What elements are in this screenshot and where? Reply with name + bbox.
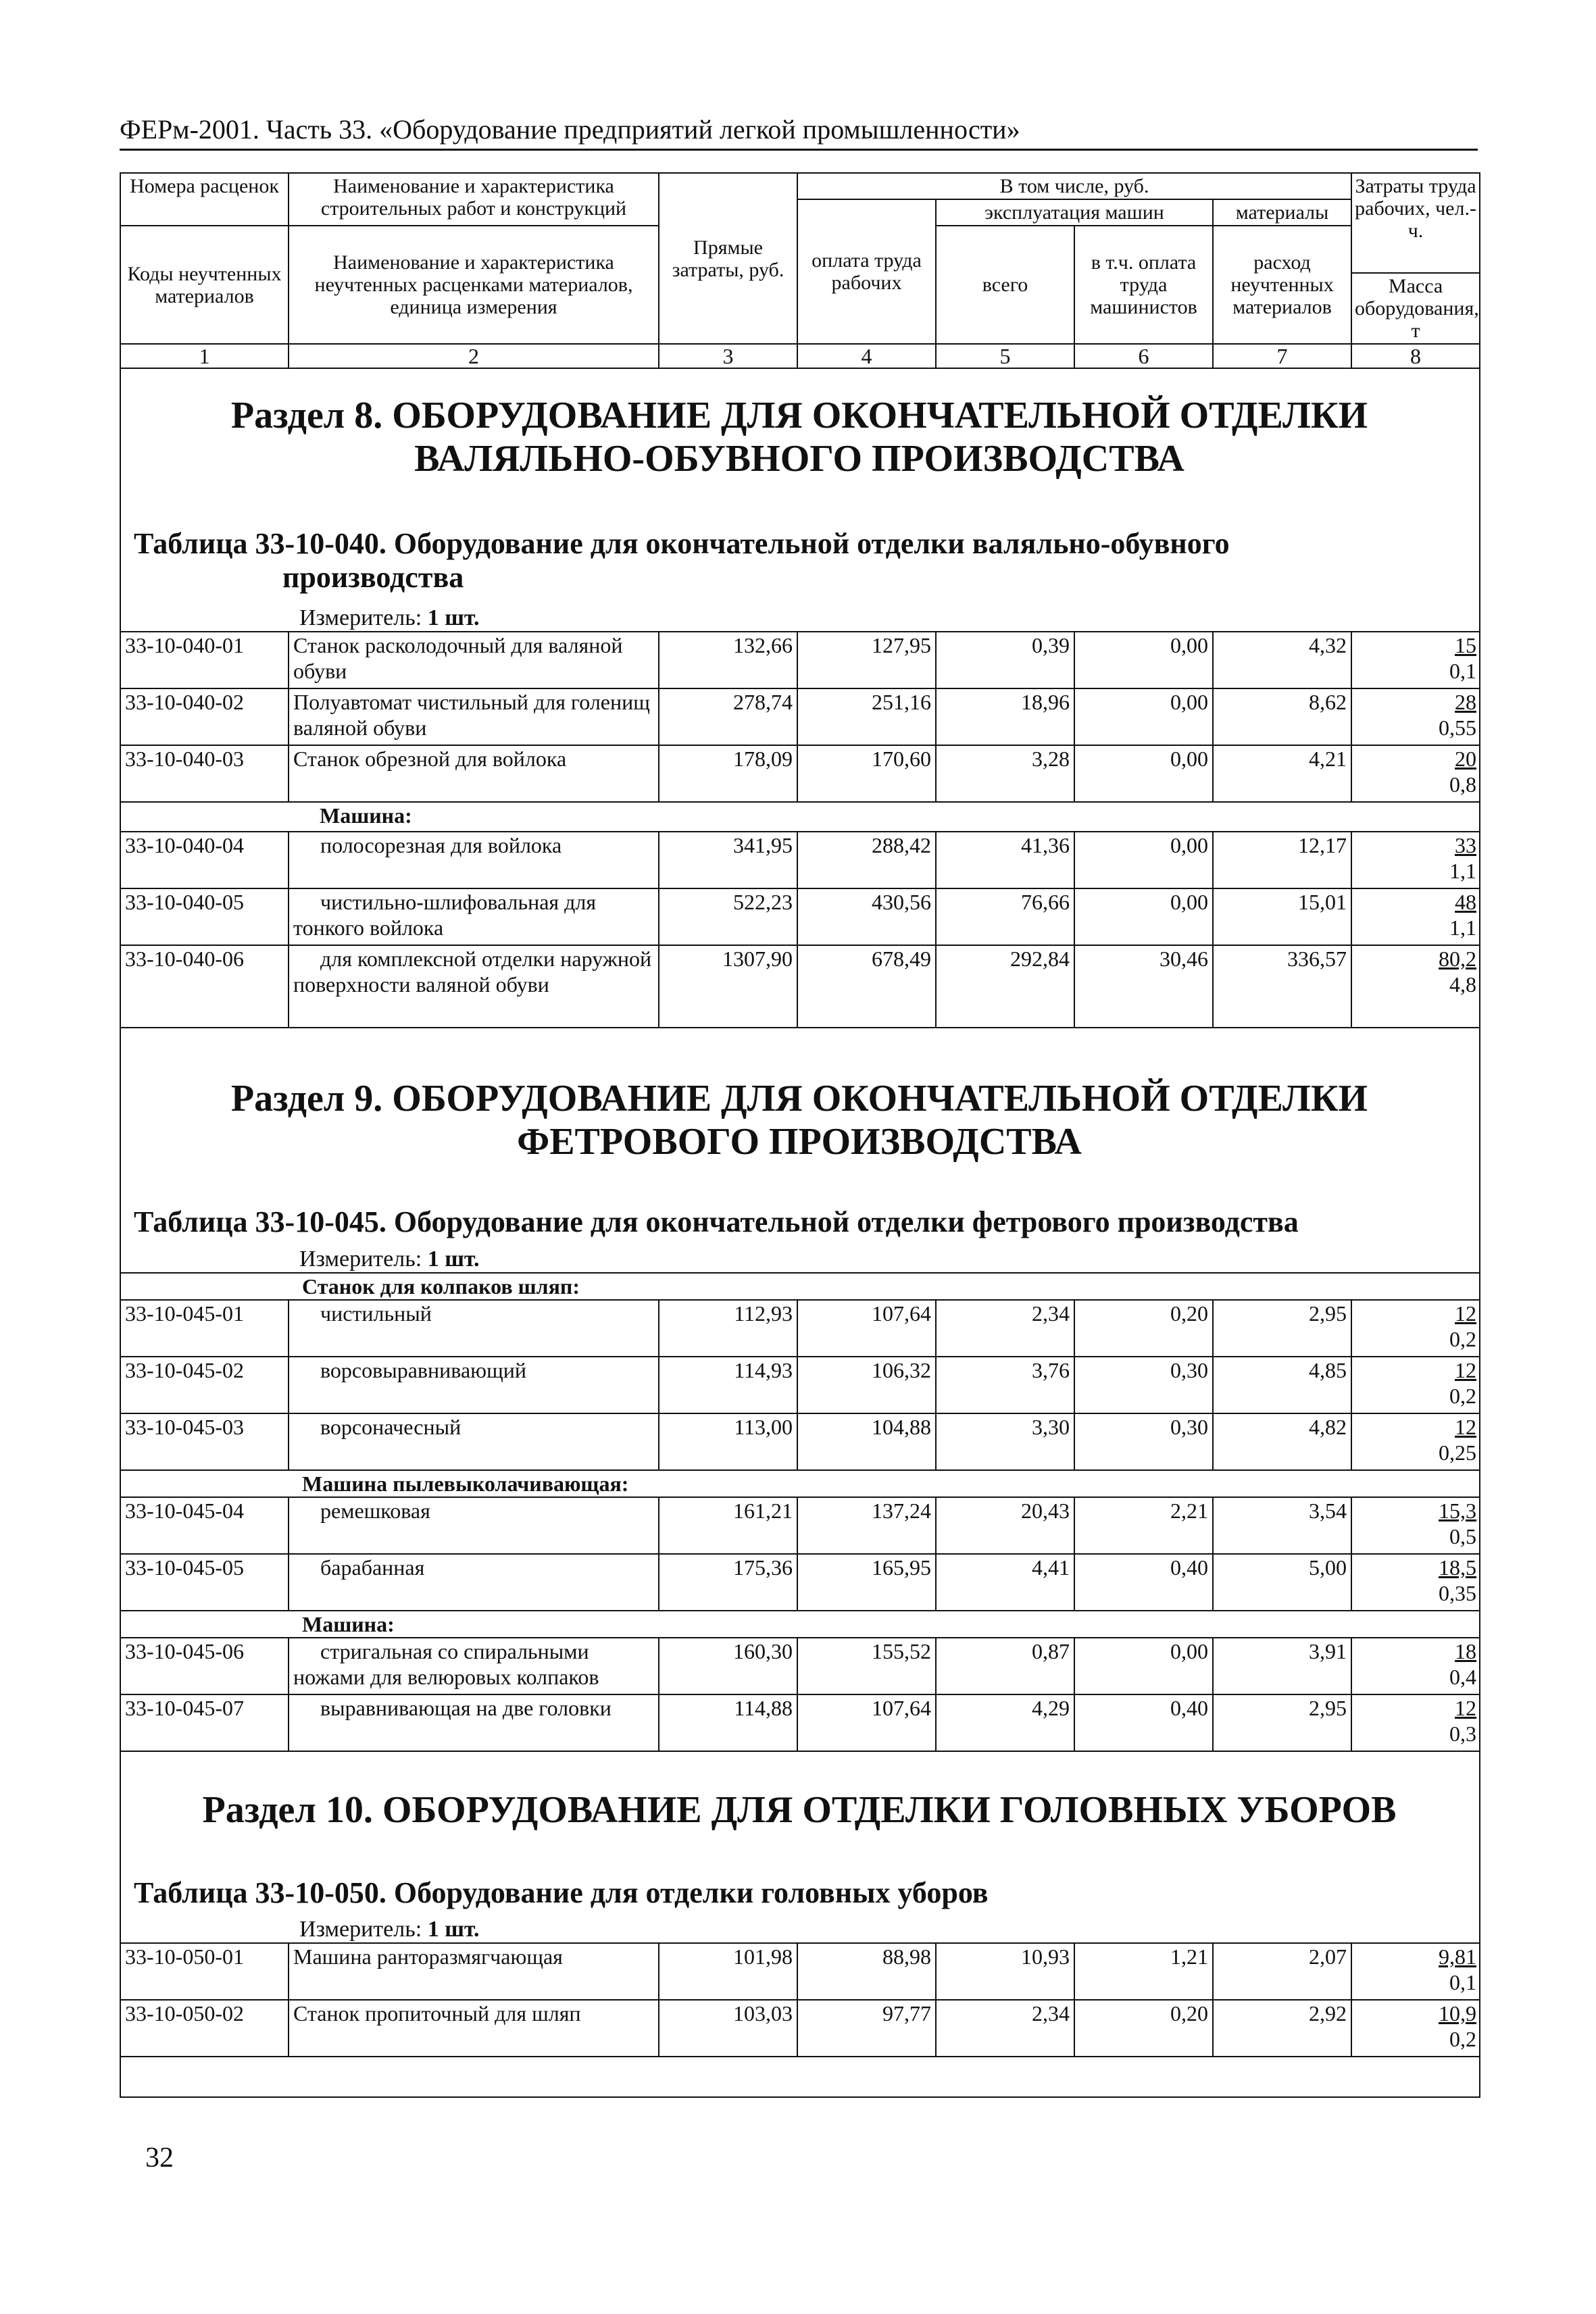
group-label: Машина: <box>289 802 1480 832</box>
table-row <box>120 1413 1480 1470</box>
row-wages: 288,42 <box>797 832 936 888</box>
row-mass: 0,1 <box>1449 659 1476 683</box>
row-operator-wages: 0,40 <box>1074 1694 1213 1751</box>
table-row <box>120 2000 1480 2057</box>
row-materials: 2,92 <box>1213 2000 1351 2057</box>
unit-label-value: 1 шт. <box>427 1917 480 1942</box>
row-code: 33-10-045-06 <box>120 1638 289 1694</box>
group-spacer <box>120 802 289 832</box>
section-9-title-line-2: ФЕТРОВОГО ПРОИЗВОДСТВА <box>517 1121 1082 1163</box>
row-name: чистильный <box>289 1300 659 1357</box>
row-materials: 15,01 <box>1213 888 1351 945</box>
row-code: 33-10-045-02 <box>120 1357 289 1413</box>
row-direct-costs: 175,36 <box>659 1554 797 1611</box>
row-mass: 0,4 <box>1449 1665 1477 1689</box>
row-labor: 12 <box>1455 1415 1477 1439</box>
row-machine-total: 76,66 <box>936 888 1074 945</box>
row-code: 33-10-045-07 <box>120 1694 289 1751</box>
row-mass: 0,2 <box>1449 1327 1477 1351</box>
row-code: 33-10-040-01 <box>120 632 289 688</box>
row-direct-costs: 522,23 <box>659 888 797 945</box>
row-materials: 4,85 <box>1213 1357 1351 1413</box>
table-row <box>120 1497 1480 1554</box>
section-9-title-line-1: Раздел 9. ОБОРУДОВАНИЕ ДЛЯ ОКОНЧАТЕЛЬНОЙ ОТДЕЛКИ <box>230 1078 1368 1120</box>
row-materials: 8,62 <box>1213 688 1351 745</box>
row-mass: 1,1 <box>1449 915 1476 940</box>
row-labor-mass <box>1351 1413 1480 1470</box>
row-name: чистильно-шлифовальная для тонкого войлока <box>289 888 659 945</box>
row-materials: 2,95 <box>1213 1694 1351 1751</box>
row-direct-costs: 112,93 <box>659 1300 797 1357</box>
table-row <box>120 1943 1480 2000</box>
row-labor: 48 <box>1455 890 1476 914</box>
row-operator-wages: 0,40 <box>1074 1554 1213 1611</box>
header-labor-costs: Затраты труда рабочих, чел.-ч. <box>1351 173 1480 273</box>
header-num-8: 8 <box>1351 344 1480 368</box>
row-direct-costs: 132,66 <box>659 632 797 688</box>
row-mass: 4,8 <box>1449 972 1476 997</box>
row-machine-total: 2,34 <box>936 1300 1074 1357</box>
row-machine-total: 10,93 <box>936 1943 1074 2000</box>
table-row <box>120 1300 1480 1357</box>
table-row <box>120 832 1480 888</box>
row-labor-mass <box>1351 1694 1480 1751</box>
row-machine-total: 4,41 <box>936 1554 1074 1611</box>
header-material-consumption: расход неучтенных материалов <box>1213 226 1351 344</box>
row-machine-total: 4,29 <box>936 1694 1074 1751</box>
row-name: барабанная <box>289 1554 659 1611</box>
row-labor-mass <box>1351 945 1480 1028</box>
row-direct-costs: 341,95 <box>659 832 797 888</box>
header-num-3: 3 <box>659 344 797 368</box>
row-name: ворсоначесный <box>289 1413 659 1470</box>
row-mass: 0,35 <box>1439 1581 1477 1605</box>
row-labor: 9,81 <box>1439 1944 1476 1969</box>
group-row <box>120 1470 1480 1497</box>
table-row <box>120 945 1480 1028</box>
table-row <box>120 1554 1480 1611</box>
unit-label-text: Измеритель: <box>299 1247 422 1272</box>
group-row <box>120 1611 1480 1638</box>
row-labor: 12 <box>1455 1358 1477 1382</box>
header-material-name: Наименование и характеристика неучтенных расценками материалов, единица измерения <box>289 226 659 344</box>
row-labor: 80,2 <box>1439 947 1476 971</box>
row-labor-mass <box>1351 1497 1480 1554</box>
column-header-table <box>120 172 1480 369</box>
header-work-name: Наименование и характеристика строительных работ и конструкций <box>289 173 659 226</box>
row-labor-mass <box>1351 832 1480 888</box>
row-operator-wages: 0,30 <box>1074 1413 1213 1470</box>
row-code: 33-10-045-03 <box>120 1413 289 1470</box>
row-code: 33-10-045-05 <box>120 1554 289 1611</box>
row-labor-mass <box>1351 888 1480 945</box>
row-labor-mass <box>1351 745 1480 802</box>
row-machine-total: 3,76 <box>936 1357 1074 1413</box>
header-num-5: 5 <box>936 344 1074 368</box>
row-materials: 2,07 <box>1213 1943 1351 2000</box>
row-labor: 18,5 <box>1439 1555 1477 1580</box>
row-code: 33-10-040-06 <box>120 945 289 1028</box>
table-row <box>120 1694 1480 1751</box>
row-mass: 0,3 <box>1449 1721 1477 1746</box>
row-code: 33-10-040-04 <box>120 832 289 888</box>
row-materials: 3,91 <box>1213 1638 1351 1694</box>
unit-label <box>299 1247 480 1272</box>
table-33-10-050-title: Таблица 33-10-050. Оборудование для отделки головных уборов <box>134 1876 989 1909</box>
row-operator-wages: 0,00 <box>1074 888 1213 945</box>
row-materials: 12,17 <box>1213 832 1351 888</box>
row-name: ремешковая <box>289 1497 659 1554</box>
row-labor-mass <box>1351 2000 1480 2057</box>
row-machine-total: 41,36 <box>936 832 1074 888</box>
header-num-1: 1 <box>120 344 289 368</box>
table-33-10-050 <box>120 1942 1480 2057</box>
row-labor: 12 <box>1455 1696 1477 1720</box>
row-code: 33-10-040-03 <box>120 745 289 802</box>
row-operator-wages: 2,21 <box>1074 1497 1213 1554</box>
section-8-title <box>120 394 1479 480</box>
row-name: Полуавтомат чистильный для голенищ валяной обуви <box>289 688 659 745</box>
header-direct-costs: Прямые затраты, руб. <box>659 173 797 344</box>
row-code: 33-10-050-02 <box>120 2000 289 2057</box>
table-row <box>120 888 1480 945</box>
row-labor: 12 <box>1455 1301 1477 1326</box>
row-mass: 0,25 <box>1439 1440 1477 1465</box>
row-code: 33-10-050-01 <box>120 1943 289 2000</box>
row-operator-wages: 0,00 <box>1074 745 1213 802</box>
row-labor: 10,9 <box>1439 2001 1476 2026</box>
row-wages: 97,77 <box>797 2000 936 2057</box>
row-labor: 15,3 <box>1439 1499 1477 1523</box>
row-name: Станок пропиточный для шляп <box>289 2000 659 2057</box>
header-material-codes: Коды неучтенных материалов <box>120 226 289 344</box>
group-label: Станок для колпаков шляп: <box>289 1273 1480 1300</box>
group-label: Машина: <box>289 1611 1480 1638</box>
unit-label-text: Измеритель: <box>299 605 422 630</box>
row-operator-wages: 0,30 <box>1074 1357 1213 1413</box>
row-name: Станок обрезной для войлока <box>289 745 659 802</box>
row-labor: 33 <box>1455 833 1476 857</box>
section-8-title-line-1: Раздел 8. ОБОРУДОВАНИЕ ДЛЯ ОКОНЧАТЕЛЬНОЙ ОТДЕЛКИ <box>230 395 1368 436</box>
row-labor-mass <box>1351 688 1480 745</box>
row-direct-costs: 103,03 <box>659 2000 797 2057</box>
row-operator-wages: 0,00 <box>1074 832 1213 888</box>
section-10-title: Раздел 10. ОБОРУДОВАНИЕ ДЛЯ ОТДЕЛКИ ГОЛОВНЫХ УБОРОВ <box>202 1789 1397 1831</box>
header-rate-numbers: Номера расценок <box>120 173 289 226</box>
row-direct-costs: 178,09 <box>659 745 797 802</box>
header-num-4: 4 <box>797 344 936 368</box>
row-materials: 4,32 <box>1213 632 1351 688</box>
table-row <box>120 1357 1480 1413</box>
row-operator-wages: 30,46 <box>1074 945 1213 1028</box>
row-name: для комплексной отделки наружной поверхности валяной обуви <box>289 945 659 1028</box>
row-labor: 18 <box>1455 1639 1477 1663</box>
row-mass: 0,8 <box>1449 772 1476 797</box>
row-wages: 107,64 <box>797 1300 936 1357</box>
row-labor-mass <box>1351 632 1480 688</box>
row-name: выравнивающая на две головки <box>289 1694 659 1751</box>
row-labor-mass <box>1351 1638 1480 1694</box>
row-operator-wages: 0,00 <box>1074 1638 1213 1694</box>
row-code: 33-10-045-04 <box>120 1497 289 1554</box>
row-labor: 20 <box>1455 747 1476 771</box>
row-mass: 0,5 <box>1449 1524 1477 1549</box>
row-operator-wages: 0,00 <box>1074 632 1213 688</box>
row-labor-mass <box>1351 1943 1480 2000</box>
row-machine-total: 3,28 <box>936 745 1074 802</box>
row-operator-wages: 0,20 <box>1074 1300 1213 1357</box>
row-wages: 155,52 <box>797 1638 936 1694</box>
row-wages: 88,98 <box>797 1943 936 2000</box>
table-row <box>120 688 1480 745</box>
table-title-line-1: Таблица 33-10-040. Оборудование для окончательной отделки валяльно-обувного <box>134 527 1230 560</box>
header-wages: оплата труда рабочих <box>797 199 936 344</box>
row-name: Машина ранторазмягчающая <box>289 1943 659 2000</box>
row-labor-mass <box>1351 1300 1480 1357</box>
row-code: 33-10-040-02 <box>120 688 289 745</box>
row-machine-total: 2,34 <box>936 2000 1074 2057</box>
row-name: ворсовыравнивающий <box>289 1357 659 1413</box>
row-wages: 104,88 <box>797 1413 936 1470</box>
page-number: 32 <box>145 2142 174 2173</box>
row-labor-mass <box>1351 1357 1480 1413</box>
row-labor: 28 <box>1455 690 1476 714</box>
row-materials: 4,82 <box>1213 1413 1351 1470</box>
unit-label-value: 1 шт. <box>427 605 480 630</box>
table-title-line-2: производства <box>282 561 464 594</box>
unit-label <box>299 1917 480 1942</box>
table-33-10-040 <box>120 631 1480 1028</box>
unit-label-text: Измеритель: <box>299 1917 422 1942</box>
row-operator-wages: 1,21 <box>1074 1943 1213 2000</box>
row-materials: 2,95 <box>1213 1300 1351 1357</box>
row-direct-costs: 1307,90 <box>659 945 797 1028</box>
row-direct-costs: 160,30 <box>659 1638 797 1694</box>
row-machine-total: 0,39 <box>936 632 1074 688</box>
row-name: стригальная со спиральными ножами для велюровых колпаков <box>289 1638 659 1694</box>
row-direct-costs: 114,93 <box>659 1357 797 1413</box>
row-code: 33-10-040-05 <box>120 888 289 945</box>
row-materials: 4,21 <box>1213 745 1351 802</box>
group-spacer <box>120 1273 289 1300</box>
row-wages: 430,56 <box>797 888 936 945</box>
row-wages: 165,95 <box>797 1554 936 1611</box>
row-direct-costs: 113,00 <box>659 1413 797 1470</box>
row-materials: 3,54 <box>1213 1497 1351 1554</box>
group-label: Машина пылевыколачивающая: <box>289 1470 1480 1497</box>
row-name: Станок расколодочный для валяной обуви <box>289 632 659 688</box>
row-materials: 5,00 <box>1213 1554 1351 1611</box>
row-materials: 336,57 <box>1213 945 1351 1028</box>
row-machine-total: 292,84 <box>936 945 1074 1028</box>
table-row <box>120 1638 1480 1694</box>
row-direct-costs: 161,21 <box>659 1497 797 1554</box>
row-machine-total: 3,30 <box>936 1413 1074 1470</box>
unit-label-value: 1 шт. <box>427 1247 480 1272</box>
row-labor: 15 <box>1455 633 1476 657</box>
header-machine-operation: эксплуатация машин <box>936 199 1213 226</box>
page-header: ФЕРм-2001. Часть 33. «Оборудование предприятий легкой промышленности» <box>120 114 1478 151</box>
row-wages: 107,64 <box>797 1694 936 1751</box>
row-mass: 0,2 <box>1449 2027 1476 2051</box>
row-wages: 137,24 <box>797 1497 936 1554</box>
header-machine-total: всего <box>936 226 1074 344</box>
unit-label <box>299 605 480 631</box>
row-machine-total: 20,43 <box>936 1497 1074 1554</box>
row-direct-costs: 101,98 <box>659 1943 797 2000</box>
row-wages: 170,60 <box>797 745 936 802</box>
header-num-2: 2 <box>289 344 659 368</box>
row-name: полосорезная для войлока <box>289 832 659 888</box>
header-materials: материалы <box>1213 199 1351 226</box>
group-row <box>120 1273 1480 1300</box>
row-operator-wages: 0,00 <box>1074 688 1213 745</box>
row-machine-total: 0,87 <box>936 1638 1074 1694</box>
section-9-title <box>120 1077 1479 1163</box>
group-spacer <box>120 1611 289 1638</box>
header-in-total: В том числе, руб. <box>797 173 1351 199</box>
section-8-title-line-2: ВАЛЯЛЬНО-ОБУВНОГО ПРОИЗВОДСТВА <box>414 438 1184 480</box>
row-wages: 127,95 <box>797 632 936 688</box>
row-wages: 106,32 <box>797 1357 936 1413</box>
table-33-10-040-title <box>134 527 1478 595</box>
row-machine-total: 18,96 <box>936 688 1074 745</box>
row-code: 33-10-045-01 <box>120 1300 289 1357</box>
row-wages: 678,49 <box>797 945 936 1028</box>
group-spacer <box>120 1470 289 1497</box>
row-mass: 0,55 <box>1439 715 1476 740</box>
row-mass: 1,1 <box>1449 859 1476 883</box>
row-direct-costs: 278,74 <box>659 688 797 745</box>
header-num-7: 7 <box>1213 344 1351 368</box>
table-33-10-045-title: Таблица 33-10-045. Оборудование для окончательной отделки фетрового производства <box>134 1205 1299 1238</box>
row-wages: 251,16 <box>797 688 936 745</box>
table-row <box>120 745 1480 802</box>
header-equipment-mass: Масса оборудования, т <box>1351 273 1480 344</box>
row-operator-wages: 0,20 <box>1074 2000 1213 2057</box>
row-mass: 0,2 <box>1449 1384 1477 1408</box>
table-33-10-045 <box>120 1272 1480 1752</box>
table-row <box>120 632 1480 688</box>
row-direct-costs: 114,88 <box>659 1694 797 1751</box>
row-mass: 0,1 <box>1449 1970 1476 1994</box>
row-labor-mass <box>1351 1554 1480 1611</box>
header-operator-wages: в т.ч. оплата труда машинистов <box>1074 226 1213 344</box>
group-row <box>120 802 1480 832</box>
header-num-6: 6 <box>1074 344 1213 368</box>
